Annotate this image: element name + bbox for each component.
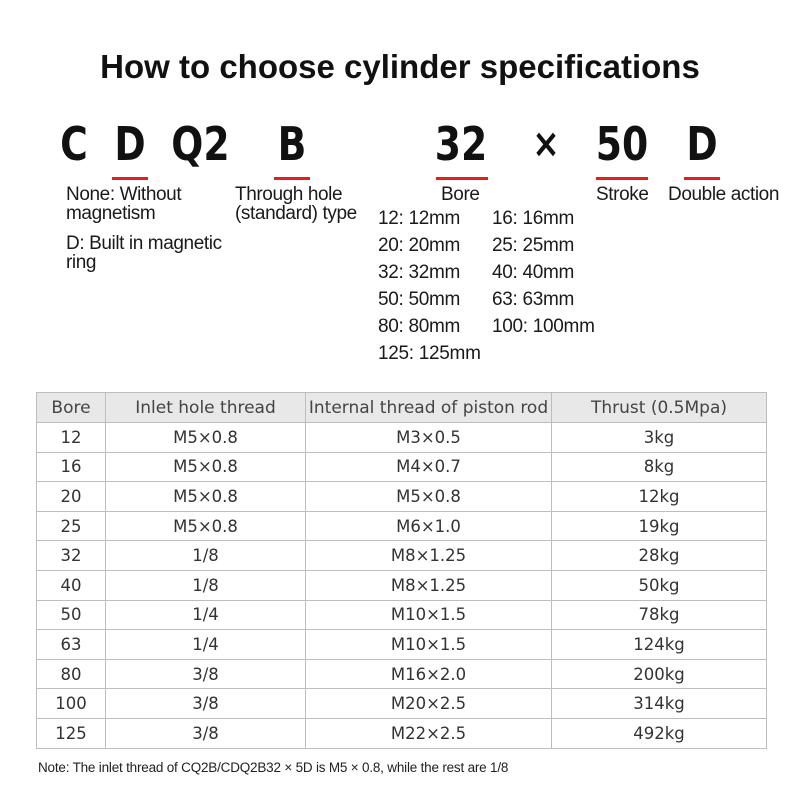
- cell-thrust: 12kg: [552, 482, 767, 512]
- table-row: [37, 659, 767, 689]
- cell-bore: 80: [37, 659, 106, 689]
- cell-piston-rod-thread: M6×1.0: [306, 511, 552, 541]
- code-bore-32: 32: [434, 117, 488, 171]
- cell-bore: 63: [37, 630, 106, 660]
- code-through-hole-b: B: [277, 117, 307, 171]
- cell-inlet-thread: 1/4: [106, 600, 306, 630]
- bore-option-20: 20: 20mm: [378, 235, 461, 256]
- bore-option-50: 50: 50mm: [378, 289, 461, 310]
- cell-bore: 125: [37, 718, 106, 748]
- cell-piston-rod-thread: M3×0.5: [306, 423, 552, 453]
- table-row: [37, 511, 767, 541]
- code-stroke-50: 50: [595, 117, 649, 171]
- cell-piston-rod-thread: M22×2.5: [306, 718, 552, 748]
- cell-inlet-thread: 3/8: [106, 659, 306, 689]
- bore-option-125: 125: 125mm: [378, 343, 481, 364]
- table-row: [37, 689, 767, 719]
- cell-inlet-thread: M5×0.8: [106, 452, 306, 482]
- magnet-underline: [112, 177, 148, 180]
- cell-inlet-thread: 3/8: [106, 718, 306, 748]
- action-desc: Double action: [668, 184, 779, 205]
- cell-thrust: 50kg: [552, 570, 767, 600]
- cell-bore: 32: [37, 541, 106, 571]
- table-row: [37, 482, 767, 512]
- bore-option-63: 63: 63mm: [492, 289, 575, 310]
- cell-thrust: 492kg: [552, 718, 767, 748]
- cell-inlet-thread: 1/4: [106, 630, 306, 660]
- stroke-desc: Stroke: [596, 184, 649, 205]
- header-thrust: Thrust (0.5Mpa): [552, 393, 767, 423]
- bore-underline: [436, 177, 488, 180]
- cell-inlet-thread: 1/8: [106, 570, 306, 600]
- cell-bore: 40: [37, 570, 106, 600]
- cell-bore: 25: [37, 511, 106, 541]
- cell-bore: 12: [37, 423, 106, 453]
- magnet-d-desc: D: Built in magnetic ring: [66, 233, 222, 273]
- code-action-d: D: [686, 117, 718, 171]
- bore-option-12: 12: 12mm: [378, 208, 461, 229]
- cell-inlet-thread: M5×0.8: [106, 423, 306, 453]
- code-series-q2: Q2: [171, 117, 230, 171]
- bore-option-100: 100: 100mm: [492, 316, 595, 337]
- cell-thrust: 314kg: [552, 689, 767, 719]
- table-row: [37, 718, 767, 748]
- code-series-c: C: [60, 117, 88, 171]
- action-underline: [684, 177, 720, 180]
- cell-piston-rod-thread: M8×1.25: [306, 541, 552, 571]
- cell-piston-rod-thread: M8×1.25: [306, 570, 552, 600]
- cell-piston-rod-thread: M20×2.5: [306, 689, 552, 719]
- cell-bore: 50: [37, 600, 106, 630]
- cell-bore: 100: [37, 689, 106, 719]
- through-hole-underline: [274, 177, 310, 180]
- table-row: [37, 452, 767, 482]
- header-piston-rod-thread: Internal thread of piston rod: [306, 393, 552, 423]
- cell-inlet-thread: M5×0.8: [106, 482, 306, 512]
- table-row: [37, 541, 767, 571]
- bore-desc: Bore: [441, 184, 480, 205]
- spec-table: [36, 392, 767, 749]
- table-row: [37, 423, 767, 453]
- cell-inlet-thread: M5×0.8: [106, 511, 306, 541]
- through-hole-desc: Through hole (standard) type: [235, 184, 357, 224]
- cell-piston-rod-thread: M10×1.5: [306, 630, 552, 660]
- header-bore: Bore: [37, 393, 106, 423]
- bore-option-32: 32: 32mm: [378, 262, 461, 283]
- cell-piston-rod-thread: M5×0.8: [306, 482, 552, 512]
- cell-thrust: 200kg: [552, 659, 767, 689]
- page-title: How to choose cylinder specifications: [100, 48, 700, 85]
- cell-piston-rod-thread: M4×0.7: [306, 452, 552, 482]
- table-header-row: [37, 393, 767, 423]
- bore-option-25: 25: 25mm: [492, 235, 575, 256]
- cell-piston-rod-thread: M16×2.0: [306, 659, 552, 689]
- cell-bore: 16: [37, 452, 106, 482]
- cell-thrust: 3kg: [552, 423, 767, 453]
- cell-thrust: 8kg: [552, 452, 767, 482]
- stroke-underline: [596, 177, 648, 180]
- code-magnet-d: D: [114, 117, 146, 171]
- cell-inlet-thread: 3/8: [106, 689, 306, 719]
- cell-thrust: 28kg: [552, 541, 767, 571]
- cell-bore: 20: [37, 482, 106, 512]
- cell-thrust: 78kg: [552, 600, 767, 630]
- cell-inlet-thread: 1/8: [106, 541, 306, 571]
- header-inlet-thread: Inlet hole thread: [106, 393, 306, 423]
- cell-piston-rod-thread: M10×1.5: [306, 600, 552, 630]
- table-row: [37, 600, 767, 630]
- magnet-none-desc: None: Without magnetism: [66, 184, 182, 224]
- footnote: Note: The inlet thread of CQ2B/CDQ2B32 × 5D is M5 × 0.8, while the rest are 1/8: [38, 760, 509, 775]
- code-times-sign: ×: [532, 121, 560, 167]
- cell-thrust: 19kg: [552, 511, 767, 541]
- bore-option-16: 16: 16mm: [492, 208, 575, 229]
- table-row: [37, 570, 767, 600]
- cell-thrust: 124kg: [552, 630, 767, 660]
- table-row: [37, 630, 767, 660]
- bore-option-40: 40: 40mm: [492, 262, 575, 283]
- bore-option-80: 80: 80mm: [378, 316, 461, 337]
